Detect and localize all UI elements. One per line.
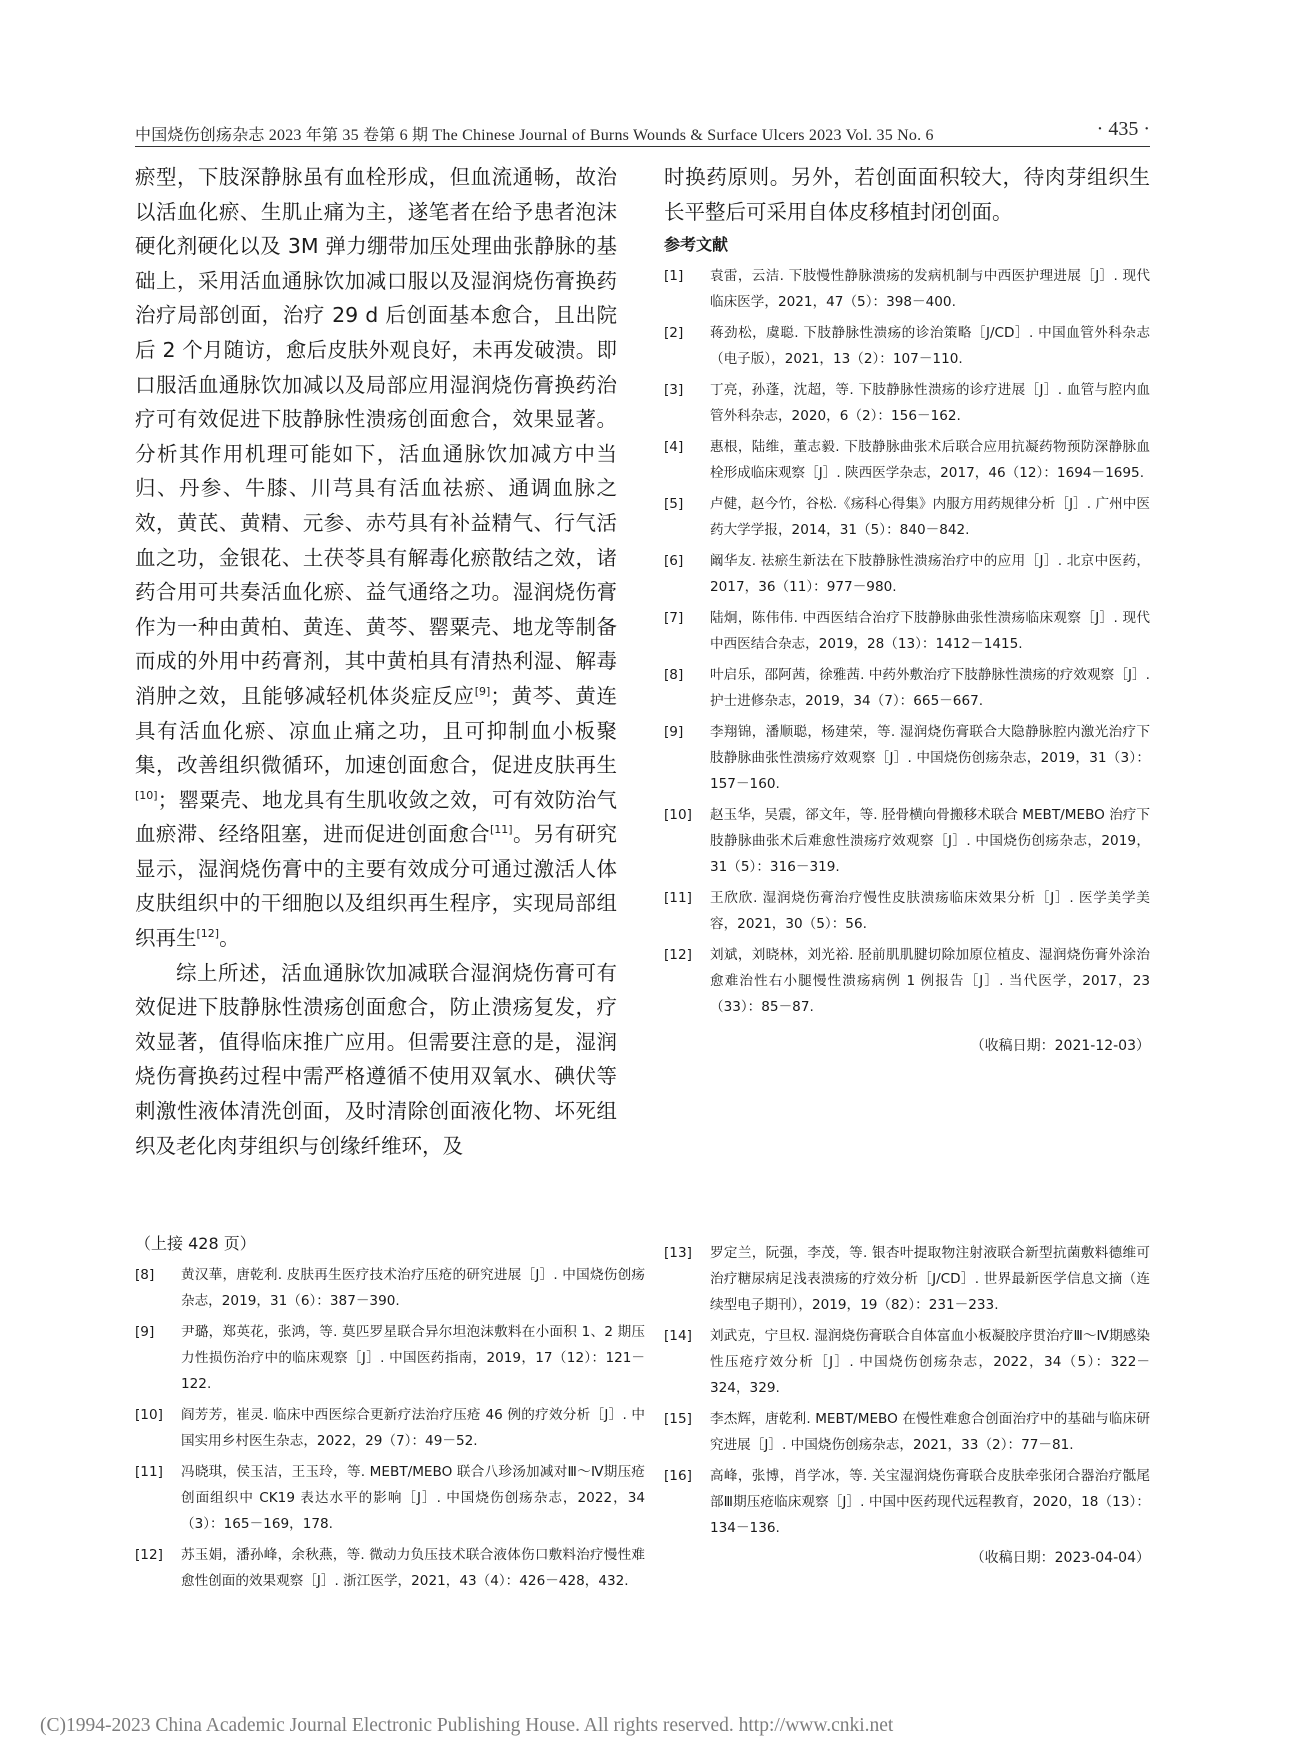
reference-item: [10] 阎芳芳，崔灵. 临床中西医综合更新疗法治疗压疮 46 例的疗效分析［J］. 中国实用乡村医生杂志，2022，29（7）：49－52. bbox=[135, 1407, 645, 1449]
reference-item: [5] 卢健，赵今竹，谷松.《疡科心得集》内服方用药规律分析［J］. 广州中医药大学学报，2014，31（5）：840－842. bbox=[664, 496, 1150, 539]
right-column bbox=[664, 160, 1150, 1058]
reference-item: [7] 陆炯，陈伟伟. 中西医结合治疗下肢静脉曲张性溃疡临床观察［J］. 现代中西医结合杂志，2019，28（13）：1412－1415. bbox=[664, 610, 1150, 653]
reference-item: [8] 叶启乐，邵阿茜，徐雅茜. 中药外敷治疗下肢静脉性溃疡的疗效观察［J］. 护士进修杂志，2019，34（7）：665－667. bbox=[664, 667, 1150, 710]
reference-item: [15] 李杰辉，唐乾利. MEBT/MEBO 在慢性难愈合创面治疗中的基础与临床研究进展［J］. 中国烧伤创疡杂志，2021，33（2）：77－81. bbox=[664, 1411, 1150, 1453]
reference-item: [3] 丁亮，孙蓬，沈超，等. 下肢静脉性溃疡的诊疗进展［J］. 血管与腔内血管外科杂志，2020，6（2）：156－162. bbox=[664, 382, 1150, 425]
reference-item: [11] 王欣欣. 湿润烧伤膏治疗慢性皮肤溃疡临床效果分析［J］. 医学美学美容，2021，30（5）：56. bbox=[664, 890, 1150, 933]
citation: [9] bbox=[474, 685, 491, 699]
discussion-paragraph: 瘀型，下肢深静脉虽有血栓形成，但血流通畅，故治以活血化瘀、生肌止痛为主，遂笔者在给予患者泡沫硬化剂硬化以及 3M 弹力绷带加压处理曲张静脉的基础上，采用活血通脉饮加减口服以及湿润烧伤膏换药治疗局部创面，治疗 29 d 后创面基本愈合，且出院后 2 个月随访，愈后皮肤外观良好，未再发破溃。即口服活血通脉饮加减以及局部应用湿润烧伤膏换药治疗可有效促进下肢静脉性溃疡创面愈合，效果显著。分析其作用机理可能如下，活血通脉饮加减方中当归、丹参、牛膝、川芎具有活血祛瘀、通调血脉之效，黄芪、黄精、元参、赤芍具有补益精气、行气活血之功，金银花、土茯苓具有解毒化瘀散结之效，诸药合用可共奏活血化瘀、益气通络之功。湿润烧伤膏作为一种由黄柏、黄连、黄芩、罂粟壳、地龙等制备而成的外用中药膏剂，其中黄柏具有清热利湿、解毒消肿之效，且能够减轻机体炎症反应[9]；黄芩、黄连具有活血化瘀、凉血止痛之功，且可抑制血小板聚集，改善组织微循环，加速创面愈合，促进皮肤再生[10]；罂粟壳、地龙具有生肌收敛之效，可有效防治气血瘀滞、经络阻塞，进而促进创面愈合[11]。另有研究显示，湿润烧伤膏中的主要有效成分可通过激活人体皮肤组织中的干细胞以及组织再生程序，实现局部组织再生[12]。 bbox=[135, 165, 618, 951]
reference-item: [6] 阚华友. 祛瘀生新法在下肢静脉性溃疡治疗中的应用［J］. 北京中医药，2017，36（11）：977－980. bbox=[664, 553, 1150, 596]
reference-list bbox=[664, 263, 1150, 1020]
reference-item: [13] 罗定兰，阮强，李茂，等. 银杏叶提取物注射液联合新型抗菌敷料德维可治疗糖尿病足浅表溃疡的疗效分析［J/CD］. 世界最新医学信息文摘（连续型电子期刊），2019，19（82）：231－233. bbox=[664, 1245, 1150, 1313]
running-header bbox=[135, 118, 1150, 146]
references-title: 参考文献 bbox=[664, 235, 729, 255]
received-date: （收稿日期：2021-12-03） bbox=[970, 1038, 1150, 1055]
continued-references-right bbox=[664, 1240, 1150, 1570]
continued-references-left bbox=[135, 1230, 645, 1599]
reference-item: [9] 尹璐，郑英花，张鸿，等. 莫匹罗星联合异尔坦泡沫敷料在小面积 1、2 期压力性损伤治疗中的临床观察［J］. 中国医药指南，2019，17（12）：121－122. bbox=[135, 1324, 645, 1392]
conclusion-continued: 时换药原则。另外，若创面面积较大，待肉芽组织生长平整后可采用自体皮移植封闭创面。 bbox=[664, 165, 1150, 224]
reference-list bbox=[135, 1262, 645, 1594]
reference-item: [8] 黄汉華，唐乾利. 皮肤再生医疗技术治疗压疮的研究进展［J］. 中国烧伤创疡杂志，2019，31（6）：387－390. bbox=[135, 1267, 645, 1309]
reference-item: [12] 苏玉娟，潘孙峰，余秋燕，等. 微动力负压技术联合液体伤口敷料治疗慢性难愈性创面的效果观察［J］. 浙江医学，2021，43（4）：426－428，432. bbox=[135, 1547, 645, 1589]
left-column bbox=[135, 160, 617, 1163]
reference-item: [10] 赵玉华，吴震，郤文年，等. 胫骨横向骨搬移术联合 MEBT/MEBO 治疗下肢静脉曲张术后难愈性溃疡疗效观察［J］. 中国烧伤创疡杂志，2019，31（5）：316－319. bbox=[664, 807, 1150, 876]
reference-item: [14] 刘武克，宁旦权. 湿润烧伤膏联合自体富血小板凝胶序贯治疗Ⅲ～Ⅳ期感染性压疮疗效分析［J］. 中国烧伤创疡杂志，2022，34（5）：322－324，329. bbox=[664, 1328, 1150, 1396]
reference-item: [9] 李翔锦，潘顺聪，杨建荣，等. 湿润烧伤膏联合大隐静脉腔内激光治疗下肢静脉曲张性溃疡疗效观察［J］. 中国烧伤创疡杂志，2019，31（3）：157－160. bbox=[664, 724, 1150, 793]
reference-item: [4] 惠根，陆维，董志毅. 下肢静脉曲张术后联合应用抗凝药物预防深静脉血栓形成临床观察［J］. 陕西医学杂志，2017，46（12）：1694－1695. bbox=[664, 439, 1150, 482]
journal-title-line: 中国烧伤创疡杂志 2023 年第 35 卷第 6 期 The Chinese Journal of Burns Wounds & Surface Ulcers 2023 Vol. 35 No. 6 bbox=[135, 127, 934, 144]
reference-item: [11] 冯晓琪，侯玉洁，王玉玲，等. MEBT/MEBO 联合八珍汤加减对Ⅲ～Ⅳ期压疮创面组织中 CK19 表达水平的影响［J］. 中国烧伤创疡杂志，2022，34（3）：165－169，178. bbox=[135, 1464, 645, 1532]
copyright-watermark: (C)1994-2023 China Academic Journal Electronic Publishing House. All rights reserved. http://www.cnki.net bbox=[40, 1715, 894, 1736]
page-number: · 435 · bbox=[1096, 118, 1150, 140]
citation: [12] bbox=[196, 927, 220, 941]
reference-list bbox=[664, 1240, 1150, 1541]
citation: [11] bbox=[490, 823, 513, 837]
reference-item: [2] 蒋劲松，虞聪. 下肢静脉性溃疡的诊治策略［J/CD］. 中国血管外科杂志（电子版），2021，13（2）：107－110. bbox=[664, 325, 1150, 368]
reference-item: [1] 袁雷，云洁. 下肢慢性静脉溃疡的发病机制与中西医护理进展［J］. 现代临床医学，2021，47（5）：398－400. bbox=[664, 268, 1150, 311]
citation: [10] bbox=[135, 788, 158, 802]
conclusion-paragraph: 综上所述，活血通脉饮加减联合湿润烧伤膏可有效促进下肢静脉性溃疡创面愈合，防止溃疡复发，疗效显著，值得临床推广应用。但需要注意的是，湿润烧伤膏换药过程中需严格遵循不使用双氧水、碘伏等刺激性液体清洗创面，及时清除创面液化物、坏死组织及老化肉芽组织与创缘纤维环，及 bbox=[135, 960, 617, 1158]
header-rule bbox=[135, 146, 1150, 147]
continued-from-note: （上接 428 页） bbox=[135, 1234, 256, 1253]
reference-item: [16] 高峰，张博，肖学冰，等. 关宝湿润烧伤膏联合皮肤牵张闭合器治疗骶尾部Ⅲ期压疮临床观察［J］. 中国中医药现代远程教育，2020，18（13）：134－136. bbox=[664, 1468, 1150, 1536]
received-date: （收稿日期：2023-04-04） bbox=[970, 1550, 1150, 1566]
reference-item: [12] 刘斌，刘晓林，刘光裕. 胫前肌肌腱切除加原位植皮、湿润烧伤膏外涂治愈难治性右小腿慢性溃疡病例 1 例报告［J］. 当代医学，2017，23（33）：85－87. bbox=[664, 947, 1150, 1016]
